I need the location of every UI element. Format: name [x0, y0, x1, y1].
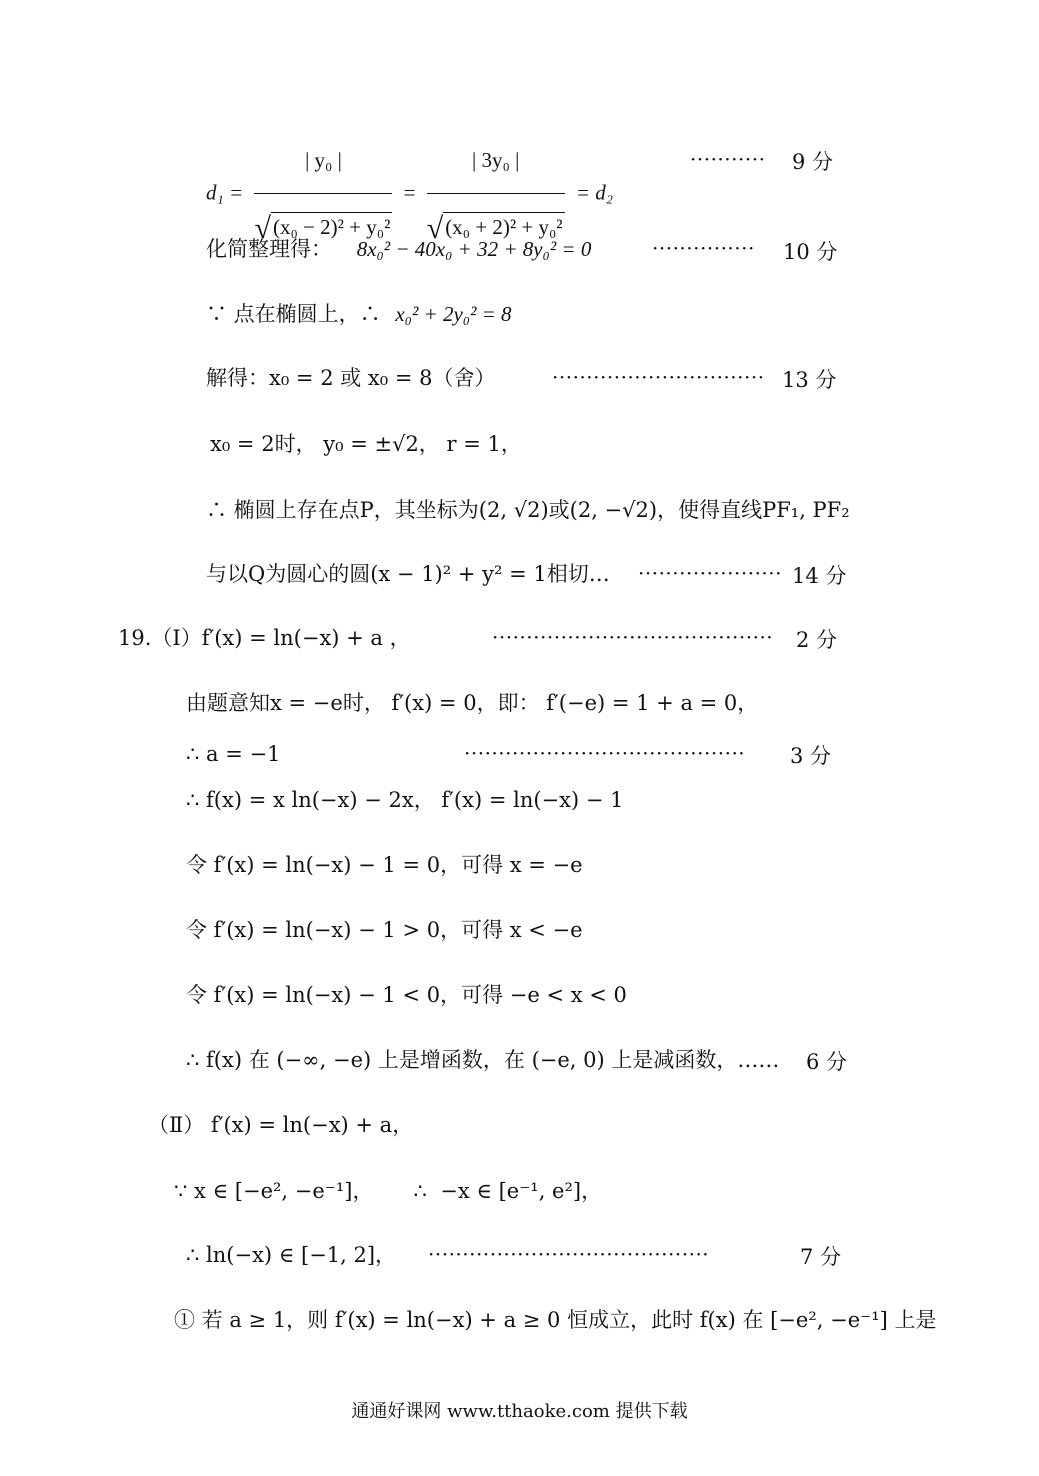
derivative-positive-line: [186, 916, 583, 944]
derivative-zero-line: [186, 851, 583, 879]
solution-line: [206, 364, 496, 392]
score-mark: 13 分: [782, 368, 837, 392]
tangent-text: 与以Q为圆心的圆(x − 1)² + y² = 1相切…: [206, 562, 610, 586]
page-footer: 通通好课网 www.tthaoke.com 提供下载: [351, 1401, 688, 1422]
problem-19-part-2-line: [148, 1111, 413, 1139]
equals-sign: =: [403, 180, 416, 205]
fraction-d1-numerator: | y₀ |: [254, 130, 392, 194]
case-one-text: ① 若 a ≥ 1，则 f′(x) = ln(−x) + a ≥ 0 恒成立，此时 f(x) 在 [−e², −e⁻¹] 上是: [174, 1308, 937, 1332]
ellipse-condition-label: ∵ 点在椭圆上，∴: [206, 302, 388, 326]
x0-value-line: [210, 430, 522, 458]
solution-text: 解得：x₀ = 2 或 x₀ = 8（舍）: [206, 366, 496, 390]
d1-label: d₁ =: [206, 180, 244, 205]
ellipse-condition-line: [206, 300, 512, 328]
monotonicity-line: [186, 1046, 779, 1074]
a-value-line: [186, 740, 280, 768]
simplify-line: [206, 235, 591, 263]
radical-sign-icon: √: [426, 212, 444, 245]
derivative-condition-line: [186, 689, 758, 717]
leader-dots: ·········································: [428, 1242, 710, 1266]
simplify-equation: 8x₀² − 40x₀ + 32 + 8y₀² = 0: [356, 237, 592, 261]
derivative-positive-text: 令 f′(x) = ln(−x) − 1 > 0，可得 x < −e: [186, 918, 583, 942]
leader-dots: ·········································: [464, 741, 746, 765]
simplify-label: 化简整理得：: [206, 237, 332, 261]
problem-19-part-2-text: （Ⅱ） f′(x) = ln(−x) + a，: [148, 1113, 414, 1137]
log-range-text: ∴ ln(−x) ∈ [−1, 2]，: [186, 1243, 397, 1267]
derivative-condition-text: 由题意知x = −e时， f′(x) = 0，即： f′(−e) = 1 + a = 0，: [186, 691, 759, 715]
score-mark: 2 分: [796, 628, 838, 652]
function-def-text: ∴ f(x) = x ln(−x) − 2x， f′(x) = ln(−x) − 1: [186, 788, 624, 812]
leader-dots: ···········: [690, 147, 766, 171]
ellipse-equation: x₀² + 2y₀² = 8: [395, 302, 512, 326]
radical-sign-icon: √: [254, 212, 271, 245]
existence-line: [206, 496, 850, 524]
score-mark: 7 分: [800, 1245, 842, 1269]
leader-dots: ·····················: [638, 561, 783, 585]
score-mark: 9 分: [792, 150, 834, 174]
domain-text: ∵ x ∈ [−e², −e⁻¹]， ∴ −x ∈ [e⁻¹, e²]，: [174, 1179, 603, 1203]
leader-dots: ·········································: [492, 625, 774, 649]
score-mark: 10 分: [783, 240, 838, 264]
fraction-d2-numerator: | 3y₀ |: [427, 130, 565, 194]
problem-19-part-1-text: 19.（Ⅰ）f′(x) = ln(−x) + a ，: [118, 626, 411, 650]
score-mark: 3 分: [790, 744, 832, 768]
derivative-negative-line: [186, 981, 627, 1009]
tangent-line: [206, 560, 610, 588]
leader-dots: ···············: [652, 236, 755, 260]
case-one-line: [174, 1306, 937, 1334]
score-mark: 6 分: [806, 1050, 848, 1074]
problem-19-part-1-line: [118, 624, 411, 652]
existence-text: ∴ 椭圆上存在点P，其坐标为(2, √2)或(2, −√2)，使得直线PF₁, PF₂: [206, 498, 850, 522]
derivative-zero-text: 令 f′(x) = ln(−x) − 1 = 0，可得 x = −e: [186, 853, 583, 877]
a-value-text: ∴ a = −1: [186, 742, 281, 766]
monotonicity-text: ∴ f(x) 在 (−∞, −e) 上是增函数，在 (−e, 0) 上是减函数，……: [186, 1048, 780, 1072]
d2-label: = d₂: [575, 180, 614, 205]
x0-value-text: x₀ = 2时， y₀ = ±√2， r = 1，: [210, 432, 522, 456]
derivative-negative-text: 令 f′(x) = ln(−x) − 1 < 0，可得 −e < x < 0: [186, 983, 627, 1007]
function-def-line: [186, 786, 623, 814]
leader-dots: ·······························: [552, 365, 765, 389]
score-mark: 14 分: [792, 564, 847, 588]
fraction-d2-denominator: √(x₀ + 2)² + y₀²: [426, 212, 563, 245]
domain-line: [174, 1177, 602, 1205]
log-range-line: [186, 1241, 396, 1269]
fraction-d1-denominator: √(x₀ − 2)² + y₀²: [254, 212, 391, 245]
